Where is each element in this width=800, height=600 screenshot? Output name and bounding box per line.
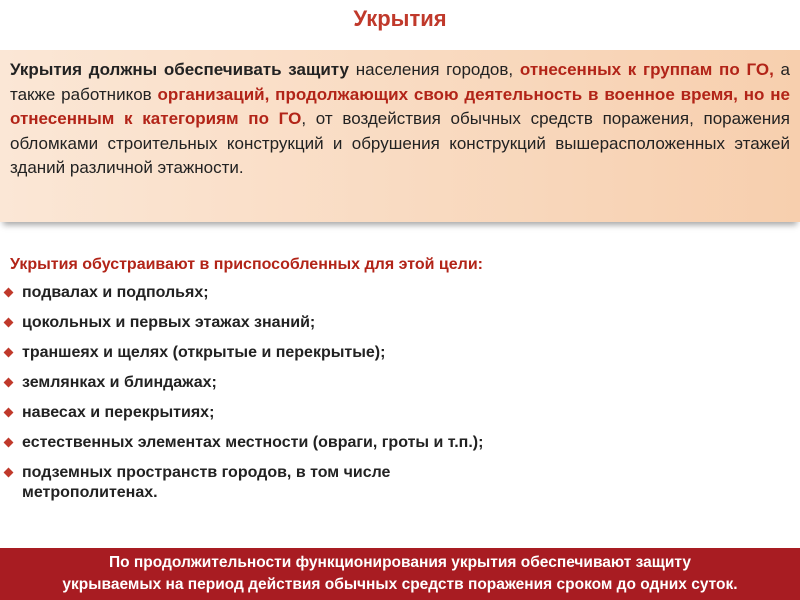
footer-line-1: По продолжительности функционирования укрытия обеспечивают защиту [109,554,691,571]
intro-text-1: населения городов, [348,60,520,79]
list-item [0,313,640,333]
intro-paragraph [10,58,790,181]
list-item-text: естественных элементах местности (овраги, гроты и т.п.); [22,434,484,451]
page-title: Укрытия [353,6,447,31]
shelter-list [0,283,640,513]
list-item-text: навесах и перекрытиях; [22,404,215,421]
list-item-text: подземных пространств городов, в том числе метрополитенах. [22,464,391,501]
intro-box [0,50,800,222]
list-item-text: подвалах и подпольях; [22,284,209,301]
diamond-bullet-icon [4,348,14,358]
list-heading: Укрытия обустраивают в приспособленных для этой цели: [10,256,483,273]
list-item [0,463,492,503]
list-item [0,283,640,303]
list-item [0,433,640,453]
intro-text-3: , от воздействия обычных средств поражения, поражения обломками строительных конструкций и обрушения конструкций вышерасположенных этажей зданий различной этажности. [10,109,791,177]
list-item [0,373,640,393]
diamond-bullet-icon [4,378,14,388]
footer-line-2: укрываемых на период действия обычных средств поражения сроком до одних суток. [62,576,738,593]
diamond-bullet-icon [4,438,14,448]
list-item [0,343,640,363]
diamond-bullet-icon [4,408,14,418]
diamond-bullet-icon [4,288,14,298]
intro-highlight-2: организаций, продолжающих свою деятельность в военное время, но не отнесенным к категориям по ГО [10,84,790,128]
diamond-bullet-icon [4,318,14,328]
list-item-text: траншеях и щелях (открытые и перекрытые); [22,344,386,361]
diamond-bullet-icon [4,468,14,478]
list-item-text: цокольных и первых этажах знаний; [22,314,316,331]
list-item-text: землянках и блиндажах; [22,374,217,391]
intro-lead: Укрытия должны обеспечивать защиту [10,60,349,79]
intro-text-2: а также работников [10,60,791,104]
list-item [0,403,640,423]
intro-highlight-1: отнесенных к группам по ГО, [519,60,774,79]
footer-banner [0,548,800,600]
